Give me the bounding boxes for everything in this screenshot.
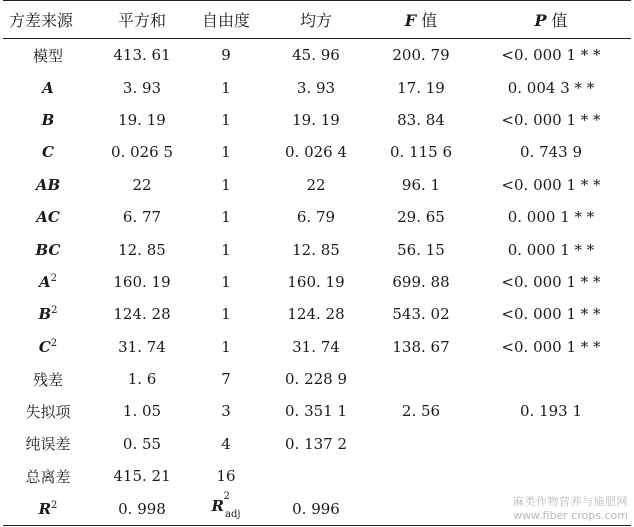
cell-f-value: 56. 15 [397,240,445,259]
cell-sum-of-squares: 31. 74 [118,337,166,356]
cell-mean-square: 0. 351 1 [284,402,348,421]
watermark [513,495,628,523]
cell-p-value: 0. 000 1 * * [507,240,595,259]
r2-value: 0. 998 [93,492,191,525]
cell-sum-of-squares: 160. 19 [113,272,171,291]
source-label: 残差 [32,370,63,389]
cell-f-value: 200. 79 [392,46,450,65]
cell-degrees-of-freedom: 1 [221,175,231,194]
source-label: C [38,337,51,356]
cell-mean-square [261,460,371,492]
cell-source [3,201,93,233]
cell-f-value: 138. 67 [392,337,450,356]
cell-f-value: 96. 1 [401,175,441,194]
cell-degrees-of-freedom: 7 [221,370,231,389]
source-label: C [42,143,54,162]
cell-p-value: 0. 004 3 * * [507,78,595,97]
cell-p-value [471,428,631,460]
cell-source [3,136,93,168]
header-mean-square: 均方 [261,1,371,39]
radj-sub: adj [225,509,241,521]
cell-f-value [371,428,471,460]
cell-source [3,233,93,265]
cell-source [3,428,93,460]
watermark-line2: www.fiber crops.com [513,509,628,522]
cell-f-value: 2. 56 [401,402,441,421]
source-label: 模型 [32,46,63,65]
p-suffix: 值 [546,11,568,30]
cell-p-value: 0. 000 1 * * [507,208,595,227]
table-row [3,201,631,233]
source-label: AB [35,175,61,194]
anova-table [3,0,631,526]
cell-p-value: 0. 193 1 [519,402,583,421]
cell-mean-square: 31. 74 [292,337,340,356]
header-f-value [371,1,471,39]
table-row [3,395,631,427]
table-row [3,428,631,460]
source-exponent: 2 [51,305,58,317]
cell-f-value [371,363,471,395]
cell-sum-of-squares: 415. 21 [113,467,171,486]
cell-degrees-of-freedom: 1 [221,305,231,324]
radj-value: 0. 996 [261,492,371,525]
cell-degrees-of-freedom: 3 [221,402,231,421]
cell-sum-of-squares: 0. 55 [122,434,162,453]
table-row [3,460,631,492]
radj-letter: R [211,497,224,516]
cell-degrees-of-freedom: 9 [221,46,231,65]
cell-mean-square: 6. 79 [296,208,336,227]
cell-mean-square: 45. 96 [292,46,340,65]
table-row [3,233,631,265]
cell-degrees-of-freedom: 1 [221,78,231,97]
cell-f-value: 699. 88 [392,272,450,291]
f-suffix: 值 [416,11,438,30]
cell-mean-square: 0. 026 4 [284,143,348,162]
cell-sum-of-squares: 19. 19 [118,110,166,129]
table-row [3,71,631,103]
cell-mean-square: 3. 93 [296,78,336,97]
header-source: 方差来源 [3,1,93,39]
cell-degrees-of-freedom: 16 [216,467,236,486]
source-label: 失拟项 [25,402,71,421]
cell-p-value: <0. 000 1 * * [501,337,601,356]
cell-mean-square: 160. 19 [287,272,345,291]
p-letter: P [534,11,547,30]
r2-letter: R [38,499,52,518]
cell-source [3,266,93,298]
cell-degrees-of-freedom: 1 [221,208,231,227]
table-row [3,169,631,201]
header-p-value [471,1,631,39]
cell-source [3,363,93,395]
cell-f-value: 17. 19 [397,78,445,97]
cell-source [3,169,93,201]
table-row [3,363,631,395]
table-row [3,298,631,330]
cell-sum-of-squares: 1. 05 [122,402,162,421]
source-label: 总离差 [25,467,71,486]
cell-p-value: <0. 000 1 * * [501,272,601,291]
source-label: BC [35,240,61,259]
cell-p-value [471,363,631,395]
cell-mean-square: 0. 228 9 [284,370,348,389]
cell-sum-of-squares: 0. 026 5 [110,143,174,162]
table-row [3,39,631,72]
header-row [3,1,631,39]
header-sum-of-squares: 平方和 [93,1,191,39]
cell-f-value: 0. 115 6 [389,143,453,162]
cell-sum-of-squares: 12. 85 [118,240,166,259]
source-exponent: 2 [50,272,57,284]
cell-mean-square: 22 [306,175,326,194]
cell-sum-of-squares: 3. 93 [122,78,162,97]
cell-degrees-of-freedom: 1 [221,240,231,259]
cell-sum-of-squares: 1. 6 [127,370,157,389]
r2-label [3,492,93,525]
cell-degrees-of-freedom: 4 [221,434,231,453]
cell-p-value: <0. 000 1 * * [501,305,601,324]
cell-f-value: 543. 02 [392,305,450,324]
source-label: B [41,110,55,129]
table-row [3,266,631,298]
cell-p-value: <0. 000 1 * * [501,110,601,129]
cell-sum-of-squares: 413. 61 [113,46,171,65]
radj-label [191,492,261,525]
cell-source [3,71,93,103]
radj-sup: 2 [223,491,230,503]
cell-f-value: 29. 65 [397,208,445,227]
fit-empty-f [371,492,471,525]
cell-p-value: <0. 000 1 * * [501,175,601,194]
cell-source [3,298,93,330]
cell-degrees-of-freedom: 1 [221,272,231,291]
cell-p-value [471,460,631,492]
cell-f-value: 83. 84 [397,110,445,129]
source-label: A [42,78,54,97]
cell-source [3,39,93,72]
f-letter: F [404,11,417,30]
cell-sum-of-squares: 22 [132,175,152,194]
cell-mean-square: 12. 85 [292,240,340,259]
cell-degrees-of-freedom: 1 [221,143,231,162]
cell-degrees-of-freedom: 1 [221,110,231,129]
source-label: AC [36,208,60,227]
table-row [3,136,631,168]
cell-mean-square: 124. 28 [287,305,345,324]
cell-mean-square: 0. 137 2 [284,434,348,453]
table-row [3,331,631,363]
cell-p-value: 0. 743 9 [519,143,583,162]
header-degrees-of-freedom: 自由度 [191,1,261,39]
source-label: A [38,272,51,291]
cell-source [3,395,93,427]
cell-source [3,460,93,492]
cell-sum-of-squares: 124. 28 [113,305,171,324]
r2-sup: 2 [51,499,58,511]
cell-source [3,331,93,363]
source-exponent: 2 [50,337,58,349]
watermark-line1: 麻类作物营养与施肥网 [513,495,628,508]
source-label: B [38,305,52,324]
cell-p-value: <0. 000 1 * * [501,46,601,65]
cell-f-value [371,460,471,492]
cell-mean-square: 19. 19 [292,110,340,129]
table-row [3,104,631,136]
cell-source [3,104,93,136]
cell-sum-of-squares: 6. 77 [122,208,162,227]
source-label: 纯误差 [25,435,71,454]
cell-degrees-of-freedom: 1 [221,337,231,356]
